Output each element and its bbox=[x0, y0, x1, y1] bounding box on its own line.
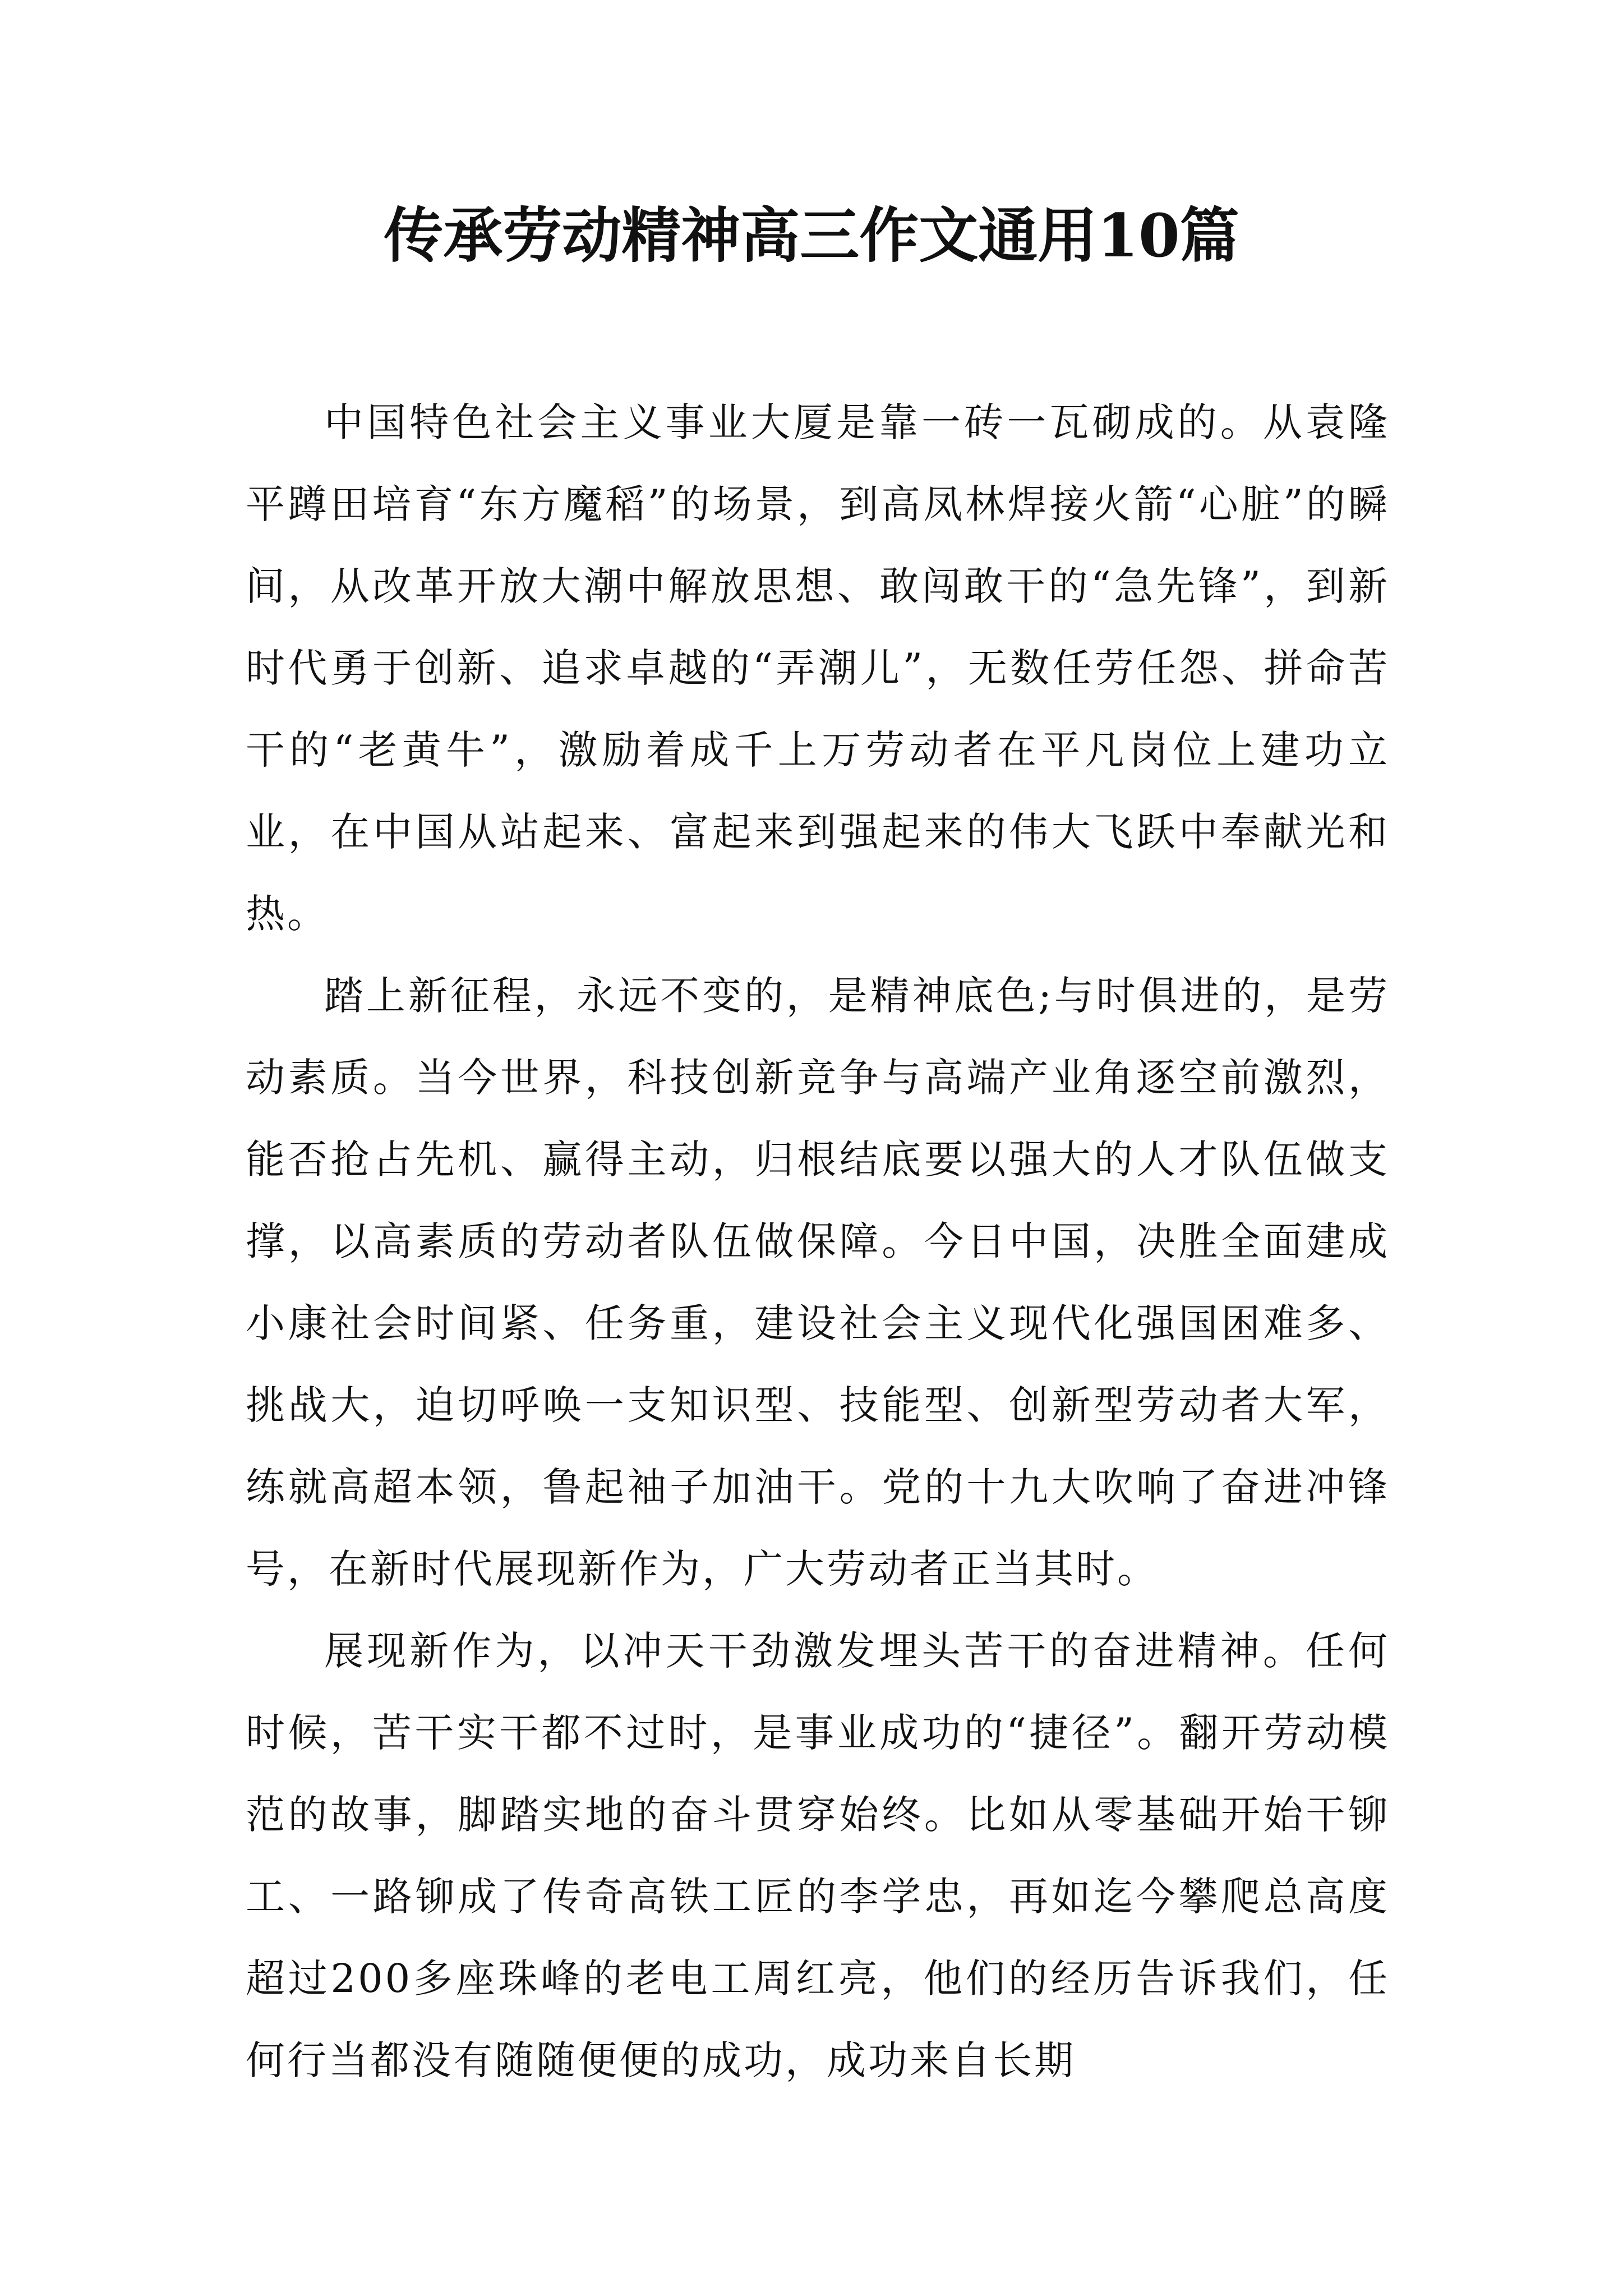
document-body bbox=[246, 381, 1390, 2101]
paragraph-1: 中国特色社会主义事业大厦是靠一砖一瓦砌成的。从袁隆平蹲田培育“东方魔稻”的场景，到高凤林焊接火箭“心脏”的瞬间，从改革开放大潮中解放思想、敢闯敢干的“急先锋”，到新时代勇于创新、追求卓越的“弄潮儿”，无数任劳任怨、拼命苦干的“老黄牛”，激励着成千上万劳动者在平凡岗位上建功立业，在中国从站起来、富起来到强起来的伟大飞跃中奉献光和热。 bbox=[246, 399, 1390, 937]
document-title: 传承劳动精神高三作文通用10篇 bbox=[384, 200, 1239, 270]
paragraph-2: 踏上新征程，永远不变的，是精神底色;与时俱进的，是劳动素质。当今世界，科技创新竞争与高端产业角逐空前激烈，能否抢占先机、赢得主动，归根结底要以强大的人才队伍做支撑，以高素质的劳动者队伍做保障。今日中国，决胜全面建成小康社会时间紧、任务重，建设社会主义现代化强国困难多、挑战大，迫切呼唤一支知识型、技能型、创新型劳动者大军，练就高超本领，鲁起袖子加油干。党的十九大吹响了奋进冲锋号，在新时代展现新作为，广大劳动者正当其时。 bbox=[246, 973, 1390, 1592]
paragraph-3: 展现新作为，以冲天干劲激发埋头苦干的奋进精神。任何时候，苦干实干都不过时，是事业成功的“捷径”。翻开劳动模范的故事，脚踏实地的奋斗贯穿始终。比如从零基础开始干铆工、一路铆成了传奇高铁工匠的李学忠，再如迄今攀爬总高度超过200多座珠峰的老电工周红亮，他们的经历告诉我们，任何行当都没有随随便便的成功，成功来自长期 bbox=[246, 1628, 1390, 2083]
